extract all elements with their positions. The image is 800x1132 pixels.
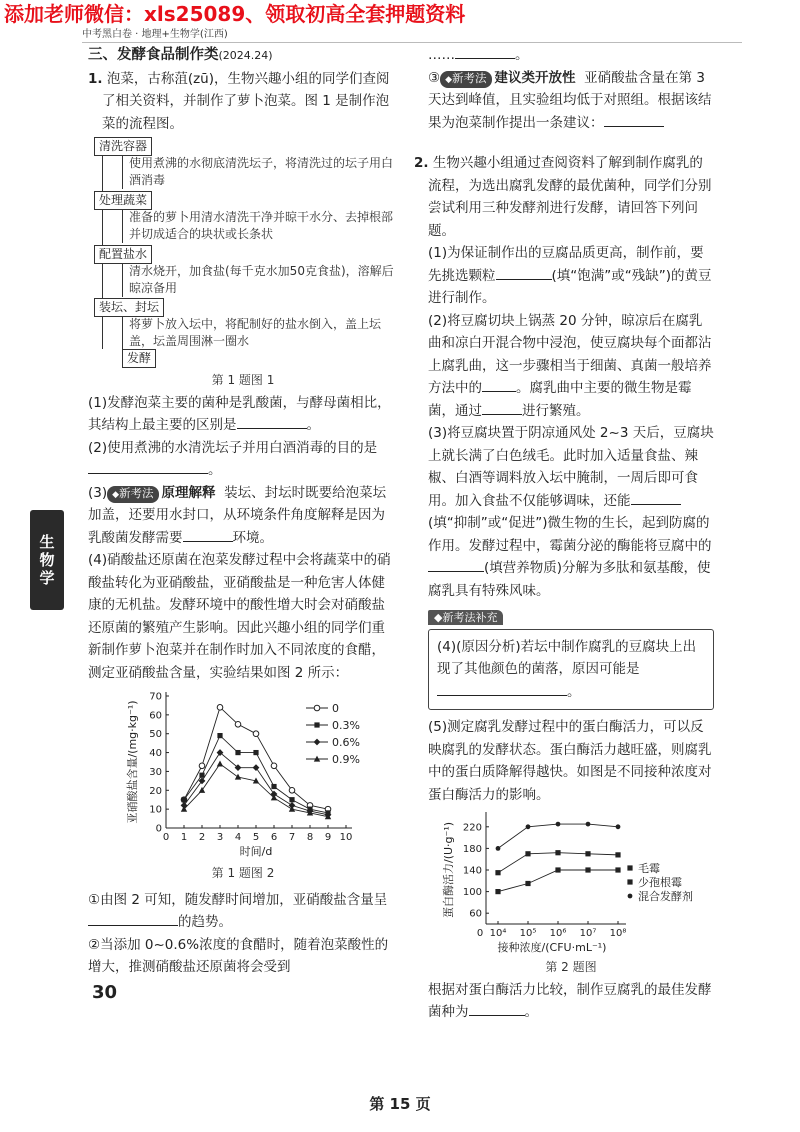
supplement-tag: ◆新考法补充: [428, 610, 503, 625]
data-point: [289, 797, 294, 802]
x-tick-label: 10⁶: [549, 928, 567, 939]
data-point: [271, 784, 276, 789]
series-line: [498, 870, 618, 892]
y-tick-label: 100: [462, 887, 482, 899]
x-tick-label: 4: [234, 832, 242, 843]
header-rule: [82, 42, 742, 43]
protease-line-chart: [428, 806, 718, 956]
x-tick-label: 6: [270, 832, 278, 843]
x-tick-label: 10⁷: [579, 928, 597, 939]
flow-step-box: 装坛、封坛: [94, 298, 164, 317]
supplement-block: [428, 606, 714, 710]
y-tick-label: 140: [462, 865, 482, 877]
page-number-left: 30: [92, 982, 118, 1003]
flow-step-desc: 将萝卜放入坛中，将配制好的盐水倒入，盖上坛盖，坛盖周围淋一圈水: [122, 316, 401, 350]
section-title: 三、发酵食品制作类(2024.24): [88, 47, 273, 63]
y-tick-label: 60: [149, 710, 162, 722]
data-point: [235, 750, 240, 755]
data-point: [199, 763, 205, 769]
data-point: [217, 733, 222, 738]
x-tick-label: 9: [324, 832, 332, 843]
data-point: [616, 824, 621, 829]
watermark-banner: 添加老师微信：xls25089、领取初高全套押题资料: [0, 0, 800, 28]
supplement-box: (4)(原因分析)若坛中制作腐乳的豆腐块上出现了其他颜色的菌落，原因可能是。: [428, 629, 714, 711]
x-tick-label: 8: [306, 832, 314, 843]
data-point: [253, 750, 258, 755]
data-point: [586, 822, 591, 827]
data-point: [495, 870, 500, 875]
q1-part4: (4)硝酸盐还原菌在泡菜发酵过程中会将蔬菜中的硝酸盐转化为亚硝酸盐，亚硝酸盐是一种危害人体健康的无机盐。发酵环境中的酸性增大时会对硝酸盐还原菌的繁殖产生影响。因此兴趣小组的同学们重新制作萝卜泡菜并在制作时加入不同浓度的食醋，测定亚硝酸盐含量，实验结果如图 2 所示：: [88, 552, 391, 681]
data-point: [314, 739, 321, 746]
series-line: [184, 707, 328, 809]
y-tick-label: 50: [149, 729, 162, 741]
data-point: [217, 760, 223, 766]
data-point: [585, 851, 590, 856]
new-method-badge: ◆新考法: [107, 486, 158, 503]
legend-label: 少孢根霉: [638, 876, 682, 889]
x-tick-label: 0: [162, 832, 170, 843]
y-axis-label: 蛋白酶活力/(U·g⁻¹): [442, 821, 455, 919]
x-tick-label: 1: [180, 832, 188, 843]
page-footer: 第 15 页: [369, 1095, 431, 1113]
right-column: [414, 44, 714, 1024]
new-method-badge: ◆新考法: [440, 71, 491, 88]
x-axis-label: 时间/d: [239, 845, 273, 858]
data-point: [526, 824, 531, 829]
subject-side-tab: [30, 510, 64, 610]
y-tick-label: 220: [462, 822, 482, 834]
data-point: [628, 894, 633, 899]
data-point: [495, 889, 500, 894]
q1-sub2-cont: …… 。: [414, 44, 714, 67]
legend-label: 0.3%: [332, 719, 360, 732]
side-tab-char: 生: [39, 533, 55, 551]
x-tick-label: 3: [216, 832, 224, 843]
data-point: [314, 705, 320, 711]
q2-part3: (3)将豆腐块置于阴凉通风处 2~3 天后，豆腐块上就长满了白色绒毛。此时加入适量食盐、辣椒、白酒等调料放入坛中腌制，一周后即可食用。加入食盐不仅能够调味，还能(填“抑制”或“促进”)微生物的生长，起到防腐的作用。发酵过程中，霉菌分泌的酶能将豆腐中的(填营养物质)分解为多肽和氨基酸，使腐乳具有特殊风味。: [428, 425, 714, 599]
x-tick-label: 10⁸: [609, 928, 627, 939]
data-point: [615, 867, 620, 872]
data-point: [253, 764, 260, 771]
y-tick-label: 60: [469, 908, 482, 920]
left-column: [88, 44, 398, 979]
y-tick-label: 10: [149, 804, 162, 816]
q2-last: 根据对蛋白酶活力比较，制作豆腐乳的最佳发酵菌种为 。: [428, 981, 712, 1020]
x-tick-label: 10⁵: [519, 928, 537, 939]
data-point: [314, 722, 319, 727]
x-origin-label: 0: [476, 928, 484, 939]
data-point: [555, 850, 560, 855]
fig-q2-caption: 第 2 题图: [545, 960, 597, 974]
q2-part5: (5)测定腐乳发酵过程中的蛋白酶活力，可以反映腐乳的发酵状态。蛋白酶活力越旺盛，则腐乳中的蛋白质降解得越快。如图是不同接种浓度对蛋白酶活力的影响。: [428, 719, 712, 803]
series-line: [184, 764, 328, 817]
q2-part2: (2)将豆腐切块上锅蒸 20 分钟，晾凉后在腐乳曲和凉白开混合物中浸泡，使豆腐块每个面都沾上腐乳曲，这一步骤相当于细菌、真菌一般培养方法中的 。腐乳曲中主要的微生物是霉菌，通过 进行繁殖。: [428, 312, 712, 419]
y-tick-label: 40: [149, 748, 162, 760]
data-point: [627, 865, 632, 870]
y-tick-label: 70: [149, 691, 162, 703]
q1-part3: (3) ◆新考法 原理解释 装坛、封坛时既要给泡菜坛加盖，还要用水封口，从环境条件角度解释是因为乳酸菌发酵需要 环境。: [88, 484, 387, 546]
q1-intro: 1. 泡菜，古称菹(zū)，生物兴趣小组的同学们查阅了相关资料，并制作了萝卜泡菜。图 1 是制作泡菜的流程图。: [88, 70, 390, 132]
q1-sub2: ②当添加 0~0.6%浓度的食醋时，随着泡菜酸性的增大，推测硝酸盐还原菌将会受到: [88, 936, 389, 975]
q1-sub3: ③ ◆新考法 建议类开放性 亚硝酸盐含量在第 3 天达到峰值，且实验组均低于对照组。根据该结果为泡菜制作提出一条建议：: [428, 69, 712, 131]
x-axis-label: 接种浓度/(CFU·mL⁻¹): [497, 941, 607, 954]
flow-step-desc: 使用煮沸的水彻底清洗坛子，将清洗过的坛子用白酒消毒: [122, 155, 401, 189]
series-line: [184, 753, 328, 815]
x-tick-label: 2: [198, 832, 206, 843]
data-point: [555, 867, 560, 872]
x-tick-label: 10: [339, 832, 353, 843]
data-point: [525, 881, 530, 886]
y-axis-label: 亚硝酸盐含量/(mg·kg⁻¹): [126, 700, 139, 824]
legend-label: 0.6%: [332, 736, 360, 749]
data-point: [496, 846, 501, 851]
side-tab-char: 物: [39, 551, 55, 569]
flow-step-desc: 准备的萝卜用清水清洗干净并晾干水分、去掉根部并切成适合的块状或长条状: [122, 209, 401, 243]
data-point: [289, 787, 295, 793]
data-point: [199, 773, 204, 778]
x-tick-label: 7: [288, 832, 296, 843]
flow-step-box: 配置盐水: [94, 245, 152, 264]
data-point: [585, 867, 590, 872]
data-point: [615, 852, 620, 857]
q2-intro: 2. 生物兴趣小组通过查阅资料了解到制作腐乳的流程，为选出腐乳发酵的最优菌种，同学们分别尝试利用三种发酵剂进行发酵，请回答下列问题。: [414, 155, 712, 239]
side-tab-char: 学: [39, 569, 55, 587]
data-point: [525, 851, 530, 856]
data-point: [181, 797, 186, 802]
fig-q2-chart: [428, 806, 718, 956]
series-line: [184, 736, 328, 813]
fig1-caption: 第 1 题图 1: [211, 373, 275, 387]
data-point: [235, 721, 241, 727]
legend-label: 0: [332, 702, 339, 715]
x-tick-label: 10⁴: [489, 928, 507, 939]
legend-label: 毛霉: [638, 862, 660, 875]
q2-part1: (1)为保证制作出的豆腐品质更高，制作前，要先挑选颗粒 (填“饱满”或“残缺”)的黄豆进行制作。: [428, 245, 712, 306]
data-point: [271, 763, 277, 769]
q1-sub1: ①由图 2 可知，随发酵时间增加，亚硝酸盐含量呈的趋势。: [88, 891, 388, 930]
data-point: [289, 806, 295, 812]
y-tick-label: 0: [155, 823, 162, 835]
fig2-caption: 第 1 题图 2: [211, 866, 275, 880]
nitrite-line-chart: [88, 686, 388, 862]
legend-label: 0.9%: [332, 753, 360, 766]
y-tick-label: 20: [149, 785, 162, 797]
fig2-chart: [88, 686, 388, 862]
data-point: [217, 705, 223, 711]
flow-step-box: 处理蔬菜: [94, 191, 152, 210]
running-header: 中考黑白卷 · 地理+生物学(江西): [82, 29, 228, 40]
data-point: [253, 731, 259, 737]
fig1-flowchart: [94, 137, 394, 365]
flow-step-box: 发酵: [122, 349, 156, 368]
y-tick-label: 30: [149, 766, 162, 778]
data-point: [556, 822, 561, 827]
series-line: [498, 824, 618, 848]
q1-part1: (1)发酵泡菜主要的菌种是乳酸菌，与酵母菌相比，其结构上最主要的区别是 。: [88, 394, 391, 433]
flow-step-desc: 清水烧开，加食盐(每千克水加50克食盐)，溶解后晾凉备用: [122, 263, 401, 297]
data-point: [235, 774, 241, 780]
y-tick-label: 180: [462, 843, 482, 855]
q1-part2: (2)使用煮沸的水清洗坛子并用白酒消毒的目的是。: [88, 439, 378, 478]
flow-step-box: 清洗容器: [94, 137, 152, 156]
legend-label: 混合发酵剂: [638, 890, 693, 903]
data-point: [627, 879, 632, 884]
x-tick-label: 5: [252, 832, 260, 843]
